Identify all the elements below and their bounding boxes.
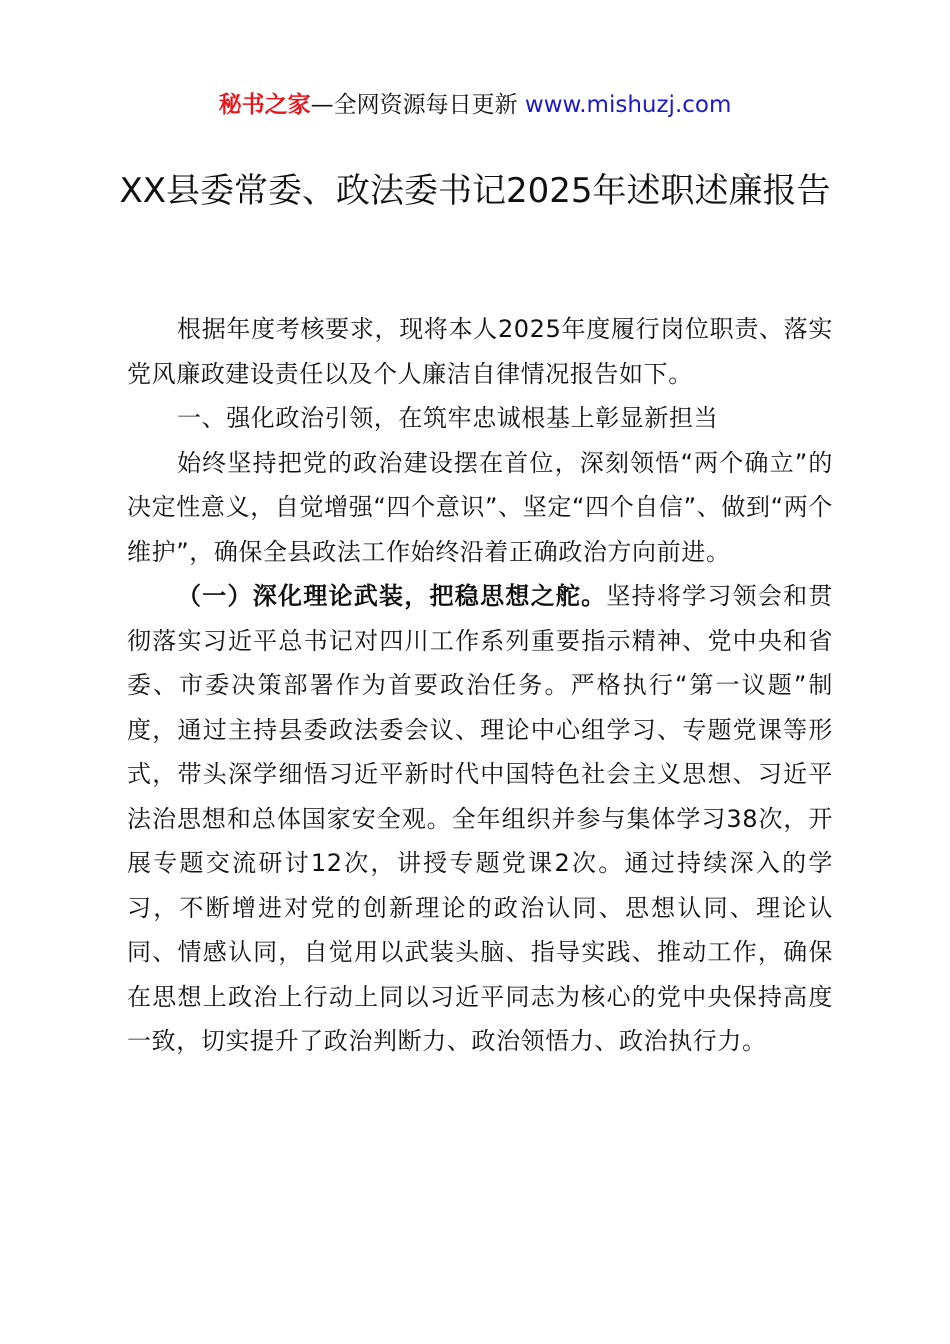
section-heading: 一、强化政治引领，在筑牢忠诚根基上彰显新担当 [177,404,719,432]
brand-name: 秘书之家 [218,92,311,118]
body-paragraph [127,574,833,1064]
site-banner [0,86,950,124]
document-title: XX县委常委、政法委书记2025年述职述廉报告 [119,171,831,211]
banner-tagline: —全网资源每日更新 [310,92,518,118]
site-url-link[interactable]: www.mishuzj.com [524,92,732,118]
body-paragraph: 始终坚持把党的政治建设摆在首位，深刻领悟“两个确立”的决定性意义，自觉增强“四个意识”、坚定“四个自信”、做到“两个维护”，确保全县政法工作始终沿着正确政治方向前进。 [127,448,833,566]
subsection-heading: （一）深化理论武装，把稳思想之舵。 [177,582,607,610]
intro-paragraph: 根据年度考核要求，现将本人2025年度履行岗位职责、落实党风廉政建设责任以及个人廉洁自律情况报告如下。 [127,315,833,388]
document-body [127,307,833,1064]
subsection-text: 坚持将学习领会和贯彻落实习近平总书记对四川工作系列重要指示精神、党中央和省委、市委决策部署作为首要政治任务。严格执行“第一议题”制度，通过主持县委政法委会议、理论中心组学习、专题党课等形式，带头深学细悟习近平新时代中国特色社会主义思想、习近平法治思想和总体国家安全观。全年组织并参与集体学习38次，开展专题交流研讨12次，讲授专题党课2次。通过持续深入的学习，不断增进对党的创新理论的政治认同、思想认同、理论认同、情感认同，自觉用以武装头脑、指导实践、推动工作，确保在思想上政治上行动上同以习近平同志为核心的党中央保持高度一致，切实提升了政治判断力、政治领悟力、政治执行力。 [127,582,834,1055]
